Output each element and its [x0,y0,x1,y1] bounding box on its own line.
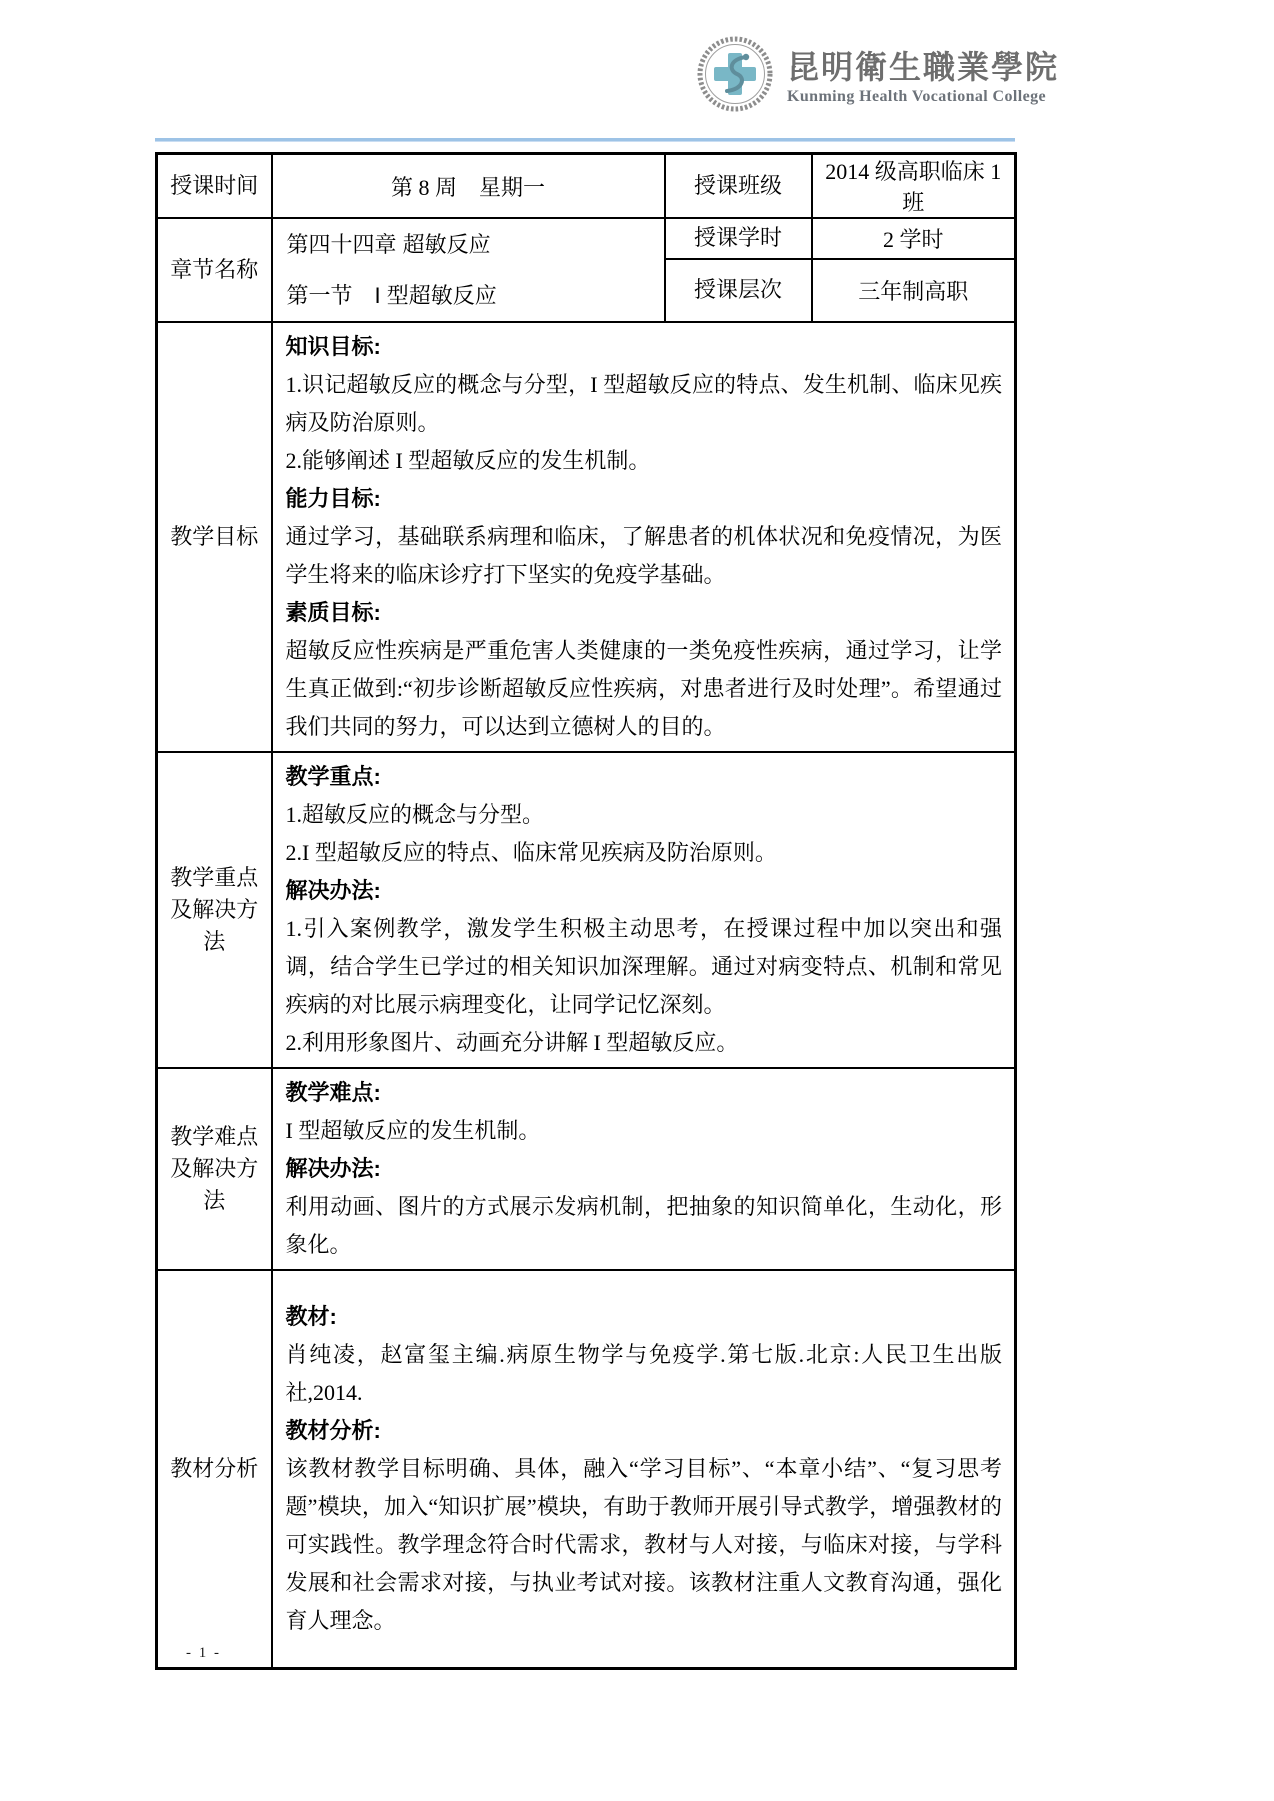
textbook-heading: 教材: [285,1303,337,1329]
chapter-title-cell [272,218,665,322]
difficulty-item: I 型超敏反应的发生机制。 [285,1118,541,1143]
ability-goal-text: 通过学习，基础联系病理和临床，了解患者的机体状况和免疫情况，为医学生将来的临床诊疗打下坚实的免疫学基础。 [285,524,1002,587]
key-points-content-cell [272,752,1016,1068]
solution-heading: 解决办法: [285,1156,381,1181]
difficulties-heading: 教学难点: [285,1080,381,1105]
table-row [157,154,1016,219]
table-row [157,752,1016,1068]
material-content-cell [272,1270,1016,1668]
knowledge-goal-item: 1.识记超敏反应的概念与分型，I 型超敏反应的特点、发生机制、临床见疾病及防治原则。 [285,372,1002,435]
difficulties-label-cell: 教学难点及解决方法 [157,1068,272,1270]
key-points-heading: 教学重点: [285,764,381,789]
quality-goal-heading: 素质目标: [285,600,381,625]
college-name-zh: 昆明衛生職業學院 [787,47,1060,86]
table-row [157,218,1016,259]
college-name-block [787,47,1059,107]
table-row [157,1270,1016,1668]
quality-goal-text: 超敏反应性疾病是严重危害人类健康的一类免疫性疾病，通过学习，让学生真正做到:“初步诊断超敏反应性疾病，对患者进行及时处理”。希望通过我们共同的努力，可以达到立德树人的目的。 [285,638,1002,739]
solution-item: 利用动画、图片的方式展示发病机制，把抽象的知识简单化，生动化，形象化。 [285,1194,1002,1257]
class-label-cell: 授课班级 [665,154,812,219]
level-value-cell: 三年制高职 [812,259,1016,322]
key-points-label-cell: 教学重点及解决方法 [157,752,272,1068]
ability-goal-heading: 能力目标: [285,486,381,511]
objectives-content-cell [272,322,1016,752]
level-label-cell: 授课层次 [665,259,812,322]
textbook-reference: 肖纯凌，赵富玺主编.病原生物学与免疫学.第七版.北京:人民卫生出版社,2014. [285,1341,1002,1405]
knowledge-goal-heading: 知识目标: [285,334,381,359]
key-point-item: 2.I 型超敏反应的特点、临床常见疾病及防治原则。 [285,840,777,865]
solution-heading: 解决办法: [285,878,381,903]
key-point-item: 1.超敏反应的概念与分型。 [285,802,545,827]
page-header [695,34,1059,119]
college-seal-icon [695,34,775,119]
hours-label-cell: 授课学时 [665,218,812,259]
chapter-label-cell: 章节名称 [157,218,272,322]
knowledge-goal-item: 2.能够阐述 I 型超敏反应的发生机制。 [285,448,651,473]
table-row [157,322,1016,752]
material-analysis-heading: 教材分析: [285,1417,381,1443]
objectives-label-cell: 教学目标 [157,322,272,752]
time-value-cell: 第 8 周 星期一 [272,154,665,219]
difficulties-content-cell [272,1068,1016,1270]
chapter-line-1: 第四十四章 超敏反应 [286,232,491,257]
material-analysis-text: 该教材教学目标明确、具体，融入“学习目标”、“本章小结”、“复习思考题”模块，加入“知识扩展”模块，有助于教师开展引导式教学，增强教材的可实践性。教学理念符合时代需求，教材与人对接，与临床对接，与学科发展和社会需求对接，与执业考试对接。该教材注重人文教育沟通，强化育人理念。 [285,1455,1002,1633]
solution-item: 2.利用形象图片、动画充分讲解 I 型超敏反应。 [285,1030,739,1055]
header-divider-rule [155,138,1015,142]
time-label-cell: 授课时间 [157,154,272,219]
chapter-line-2: 第一节 I 型超敏反应 [286,283,497,308]
college-name-en: Kunming Health Vocational College [787,87,1046,105]
material-label-cell: 教材分析 [157,1270,272,1668]
lesson-plan-table [155,152,1017,1670]
page-number: - 1 - [186,1645,221,1661]
hours-value-cell: 2 学时 [812,218,1016,259]
table-row [157,1068,1016,1270]
class-value-cell: 2014 级高职临床 1 班 [812,154,1016,219]
solution-item: 1.引入案例教学，激发学生积极主动思考，在授课过程中加以突出和强调，结合学生已学过的相关知识加深理解。通过对病变特点、机制和常见疾病的对比展示病理变化，让同学记忆深刻。 [285,916,1002,1017]
